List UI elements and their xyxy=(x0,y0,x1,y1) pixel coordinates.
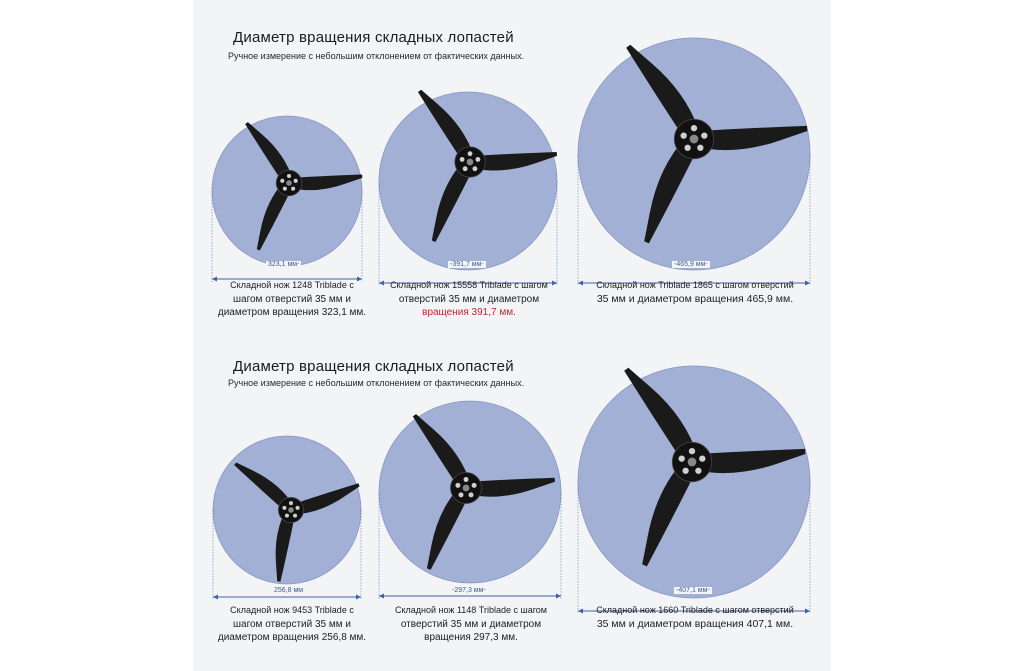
caption-line: вращения 297,3 мм. xyxy=(424,632,518,643)
hub-screw xyxy=(289,501,293,505)
hub-center xyxy=(690,135,699,144)
caption-line: Складной нож 1148 Triblade с шагом xyxy=(395,605,547,615)
caption-line: шагом отверстий 35 мм и xyxy=(232,293,352,305)
hub-center xyxy=(286,180,292,186)
hub-screw xyxy=(285,514,289,518)
caption-1865 xyxy=(572,279,818,306)
dimension-label-1865: -465,9 мм- xyxy=(674,261,708,268)
dimension-label-15558: -391,7 мм- xyxy=(450,261,484,268)
hub-screw xyxy=(283,187,287,191)
caption-line: Складной нож 15558 Triblade с шагом xyxy=(390,280,548,290)
caption-line: диаметром вращения 256,8 мм. xyxy=(217,632,367,643)
rotation-disc xyxy=(379,92,557,270)
hub-screw xyxy=(679,455,685,461)
caption-1660 xyxy=(572,604,818,631)
hub-screw xyxy=(701,132,707,138)
hub-screw xyxy=(296,506,300,510)
hub-screw xyxy=(282,506,286,510)
hub-screw xyxy=(682,468,688,474)
hub-screw xyxy=(460,157,465,162)
hub-screw xyxy=(287,174,291,178)
propeller-figure-1248 xyxy=(204,108,370,298)
dimension-arrow-right xyxy=(556,594,561,599)
hub-screw xyxy=(291,187,295,191)
dimension-label-9453: 256,8 мм xyxy=(274,587,304,594)
hub-screw xyxy=(469,492,474,497)
hub-screw xyxy=(463,166,468,171)
hub-screw xyxy=(697,145,703,151)
caption-line: отверстий 35 мм и диаметром xyxy=(398,293,540,305)
caption-line: Складной нож 9453 Triblade с xyxy=(230,605,354,615)
caption-1148 xyxy=(378,604,564,645)
caption-line: Складной нож Triblade 1865 с шагом отверстий xyxy=(596,280,794,290)
hub-center xyxy=(688,458,697,467)
caption-line: 35 мм и диаметром вращения 465,9 мм. xyxy=(596,292,794,305)
hub-screw xyxy=(695,468,701,474)
section-1-subtitle: Ручное измерение с небольшим отклонением от фактических данных. xyxy=(228,51,525,61)
hub-screw xyxy=(459,492,464,497)
caption-line: Складной нож 1660 Triblade с шагом отверстий xyxy=(596,605,794,615)
dimension-label-1148: -297,3 мм- xyxy=(452,587,486,594)
hub-screw xyxy=(472,483,477,488)
dimension-label-1248: 323,1 мм- xyxy=(268,261,300,268)
hub-center xyxy=(288,507,294,513)
dimension-label-1660: -407,1 мм- xyxy=(676,587,710,594)
hub-screw xyxy=(293,514,297,518)
caption-line-highlighted: вращения 391,7 мм. xyxy=(422,307,516,318)
caption-line: Складной нож 1248 Triblade с xyxy=(230,280,354,290)
hub-screw xyxy=(689,448,695,454)
caption-line: шагом отверстий 35 мм и xyxy=(232,618,352,630)
dimension-arrow-left xyxy=(379,594,384,599)
caption-line: отверстий 35 мм и диаметром xyxy=(400,618,542,630)
caption-line: 35 мм и диаметром вращения 407,1 мм. xyxy=(596,617,794,630)
hub-screw xyxy=(280,179,284,183)
dimension-arrow-left xyxy=(213,595,218,600)
hub-center xyxy=(467,159,474,166)
hub-screw xyxy=(464,477,469,482)
dimension-arrow-right xyxy=(356,595,361,600)
hub-screw xyxy=(699,455,705,461)
hub-screw xyxy=(455,483,460,488)
propeller-figure-1148 xyxy=(371,393,569,615)
caption-line: диаметром вращения 323,1 мм. xyxy=(217,307,367,318)
hub-screw xyxy=(472,166,477,171)
hub-screw xyxy=(691,125,697,131)
caption-9453 xyxy=(206,604,378,645)
propeller-figure-15558 xyxy=(371,84,565,302)
hub-screw xyxy=(468,151,473,156)
hub-screw xyxy=(475,157,480,162)
hub-center xyxy=(463,485,470,492)
section-2-title: Диаметр вращения складных лопастей xyxy=(233,358,514,375)
hub-screw xyxy=(684,145,690,151)
section-1-title: Диаметр вращения складных лопастей xyxy=(233,29,514,46)
hub-screw xyxy=(294,179,298,183)
hub-screw xyxy=(681,132,687,138)
caption-15558 xyxy=(378,279,560,320)
caption-1248 xyxy=(208,279,376,320)
section-2-subtitle: Ручное измерение с небольшим отклонением от фактических данных. xyxy=(228,378,525,388)
